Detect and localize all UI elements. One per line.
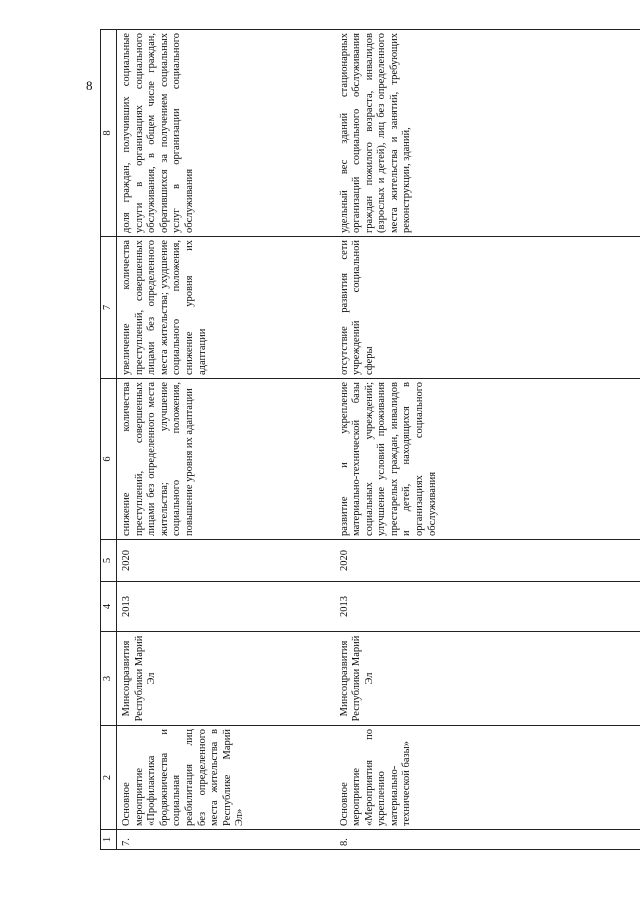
- end-year: 2020: [117, 540, 327, 582]
- header-cell: 6: [101, 379, 117, 540]
- measure-name: Основное мероприятие «Профилактика бродяжничества и социальная реабилитация лиц без определенного места жительства в Республике Марий Эл»: [117, 726, 327, 830]
- header-cell: 1: [101, 830, 117, 850]
- executor: Минсоцразвития Республики Марий Эл: [327, 632, 640, 726]
- header-cell: 7: [101, 237, 117, 379]
- table-row: [327, 30, 640, 850]
- header-cell: 5: [101, 540, 117, 582]
- row-number: 7.: [117, 830, 327, 850]
- program-table: [100, 29, 640, 850]
- header-cell: 3: [101, 632, 117, 726]
- header-cell: 4: [101, 582, 117, 632]
- start-year: 2013: [327, 582, 640, 632]
- start-year: 2013: [117, 582, 327, 632]
- row-number: 8.: [327, 830, 640, 850]
- header-cell: 2: [101, 726, 117, 830]
- executor: Минсоцразвития Республики Марий Эл: [117, 632, 327, 726]
- expected-result: развитие и укрепление материально-технической базы социальных учреждений; улучшение условий проживания престарелых граждан, инвалидов и детей, находящихся в организациях социального обслуживания: [327, 379, 640, 540]
- page-number: 8: [86, 78, 93, 93]
- indicator: доля граждан, получивших социальные услуги в организациях социального обслуживания, в общем числе граждан, обратившихся за получением социальных услуг в организации социального обслуживания: [117, 30, 327, 237]
- end-year: 2020: [327, 540, 640, 582]
- indicator: удельный вес зданий стационарных организаций социального обслуживания граждан пожилого возраста, инвалидов (взрослых и детей), лиц без определенного места жительства и занятий, требующих реконструкции, зданий,: [327, 30, 640, 237]
- rotated-page: [100, 30, 640, 850]
- measure-name: Основное мероприятие «Мероприятия по укреплению материально-технической базы»: [327, 726, 640, 830]
- table-row: [117, 30, 327, 850]
- header-cell: 8: [101, 30, 117, 237]
- consequences: отсутствие развития сети учреждений социальной сферы: [327, 237, 640, 379]
- header-row: [101, 30, 117, 850]
- consequences: увеличение количества преступлений, совершенных лицами без определенного места жительства; ухудшение социального положения, снижение уровня их адаптации: [117, 237, 327, 379]
- expected-result: снижение количества преступлений, совершенных лицами без определенного места жительства; улучшение социального положения, повышение уровня их адаптации: [117, 379, 327, 540]
